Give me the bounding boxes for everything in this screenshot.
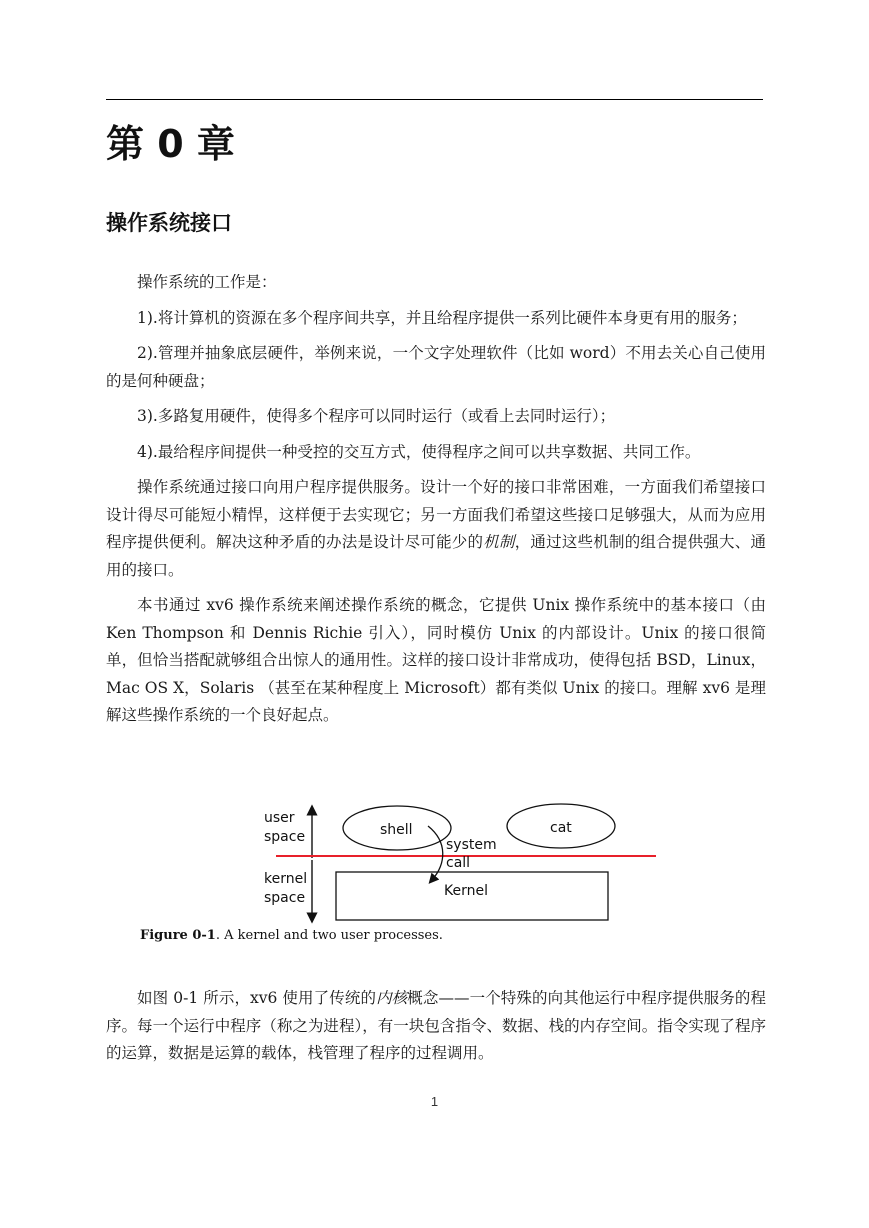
body-text-lower — [106, 985, 766, 1068]
page-number: 1 — [430, 1094, 439, 1109]
shell-label: shell — [380, 822, 413, 838]
paragraph-intro: 操作系统的工作是： — [137, 273, 277, 291]
paragraph-kernel-text-a: 如图 0-1 所示，xv6 使用了传统的 — [137, 989, 377, 1007]
paragraph-kernel-text-b: 概念——一个特殊的向其他运行中程序提供服务的程序。每一个运行中程序（称之为进程），有一块包含指令、数据、栈的内存空间。指令实现了程序的运算，数据是运算的载体，栈管理了程序的过程调用。 — [106, 989, 766, 1062]
top-rule — [106, 99, 763, 100]
paragraph-item-4: 4).最给程序间提供一种受控的交互方式，使得程序之间可以共享数据、共同工作。 — [137, 442, 701, 461]
system-call-label-1: system — [446, 837, 497, 853]
kernel-space-label-2: space — [264, 890, 306, 906]
paragraph-interface-text-a: 操作系统通过接口向用户程序提供服务。设计一个好的接口非常困难，一方面我们希望接口设计得尽可能短小精悍，这样便于去实现它；另一方面我们希望这些接口足够强大，从而为应用程序提供便利。解决这种矛盾的办法是设计尽可能少的 — [106, 478, 766, 551]
paragraph-interface-text-b: ，通过这些机制的组合提供强大、通用的接口。 — [106, 533, 766, 579]
paragraph-xv6: 本书通过 xv6 操作系统来阐述操作系统的概念，它提供 Unix 操作系统中的基本接口（由 Ken Thompson 和 Dennis Richie 引入），同时模仿 Unix 的内部设计。Unix 的接口很简单，但恰当搭配就够组合出惊人的通用性。这样的接口设计非常成功，使得包括 BSD，Linux，Mac OS X，Solaris （甚至在某种程度上 Microsoft）都有类似 Unix 的接口。理解 xv6 是理解这些操作系统的一个良好起点。 — [106, 596, 766, 724]
emphasis-kernel: 内核 — [376, 989, 408, 1007]
figure-caption-label: Figure 0-1 — [140, 928, 216, 943]
paragraph-item-1: 1).将计算机的资源在多个程序间共享，并且给程序提供一系列比硬件本身更有用的服务； — [137, 308, 747, 327]
body-text-upper — [106, 269, 766, 730]
kernel-label: Kernel — [444, 883, 488, 899]
section-title: 操作系统接口 — [106, 211, 232, 235]
chapter-title: 第 0 章 — [106, 122, 235, 166]
paragraph-item-2: 2).管理并抽象底层硬件，举例来说，一个文字处理软件（比如 word）不用去关心自己使用的是何种硬盘； — [106, 344, 766, 390]
paragraph-interface — [106, 474, 766, 584]
paragraph-item-3: 3).多路复用硬件，使得多个程序可以同时运行（或看上去同时运行）； — [137, 407, 616, 425]
system-call-label-2: call — [446, 855, 471, 871]
paragraph-kernel — [106, 985, 766, 1068]
figure-kernel-diagram — [256, 800, 666, 926]
cat-label: cat — [550, 820, 572, 836]
figure-caption-text: . A kernel and two user processes. — [215, 928, 443, 943]
kernel-space-label-1: kernel — [264, 871, 308, 887]
emphasis-mechanism: 机制 — [483, 533, 515, 551]
user-space-label-1: user — [264, 810, 295, 826]
figure-caption — [140, 926, 443, 946]
user-space-label-2: space — [264, 829, 306, 845]
